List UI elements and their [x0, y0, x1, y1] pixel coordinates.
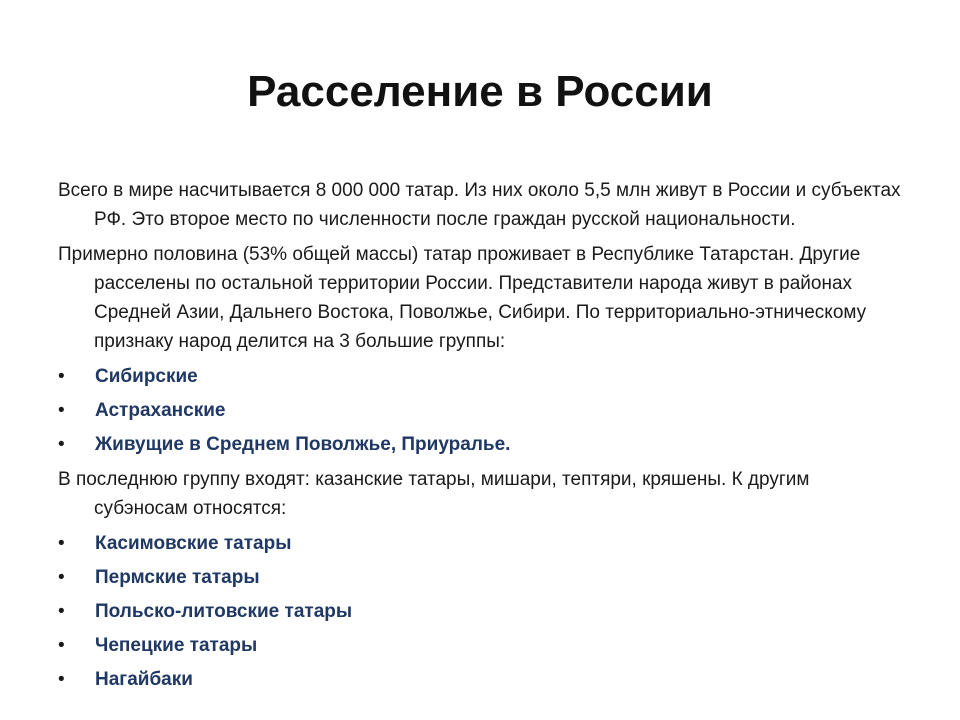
- group-label: Сибирские: [95, 366, 198, 387]
- group-label: Живущие в Среднем Поволжье, Приуралье.: [95, 434, 511, 455]
- subethnos-label: Нагайбаки: [95, 669, 193, 690]
- subethnoses-list: [58, 529, 908, 694]
- bullet-icon: •: [58, 567, 65, 588]
- bullet-icon: •: [58, 601, 65, 622]
- subethnos-label: Пермские татары: [95, 567, 260, 588]
- list-item-group: [58, 430, 908, 459]
- list-item-subethnos: [58, 597, 908, 626]
- slide-title: Расселение в России: [247, 67, 713, 116]
- subethnos-label: Польско-литовские татары: [95, 601, 353, 622]
- bullet-icon: •: [58, 669, 65, 690]
- slide-body: [58, 176, 908, 700]
- groups-list: [58, 362, 908, 459]
- subethnos-label: Касимовские татары: [95, 533, 292, 554]
- bullet-icon: •: [58, 434, 65, 455]
- list-item-group: [58, 396, 908, 425]
- bullet-icon: •: [58, 635, 65, 656]
- list-item-group: [58, 362, 908, 391]
- paragraph-population: Всего в мире насчитывается 8 000 000 татар. Из них около 5,5 млн живут в России и субъектах РФ. Это второе место по численности после граждан русской национальности.: [58, 180, 901, 230]
- bullet-icon: •: [58, 400, 65, 421]
- bullet-icon: •: [58, 366, 65, 387]
- paragraph-distribution: Примерно половина (53% общей массы) татар проживает в Республике Татарстан. Другие расселены по остальной территории России. Представители народа живут в районах Средней Азии, Дальнего Востока, Поволжье, Сибири. По территориально-этническому признаку народ делится на 3 большие группы:: [58, 244, 867, 352]
- list-item-subethnos: [58, 563, 908, 592]
- paragraph-subethnoses: В последнюю группу входят: казанские татары, мишари, тептяри, кряшены. К другим субэносам относятся:: [58, 469, 810, 519]
- bullet-icon: •: [58, 533, 65, 554]
- subethnos-label: Чепецкие татары: [95, 635, 258, 656]
- list-item-subethnos: [58, 665, 908, 694]
- list-item-subethnos: [58, 529, 908, 558]
- group-label: Астраханские: [95, 400, 226, 421]
- list-item-subethnos: [58, 631, 908, 660]
